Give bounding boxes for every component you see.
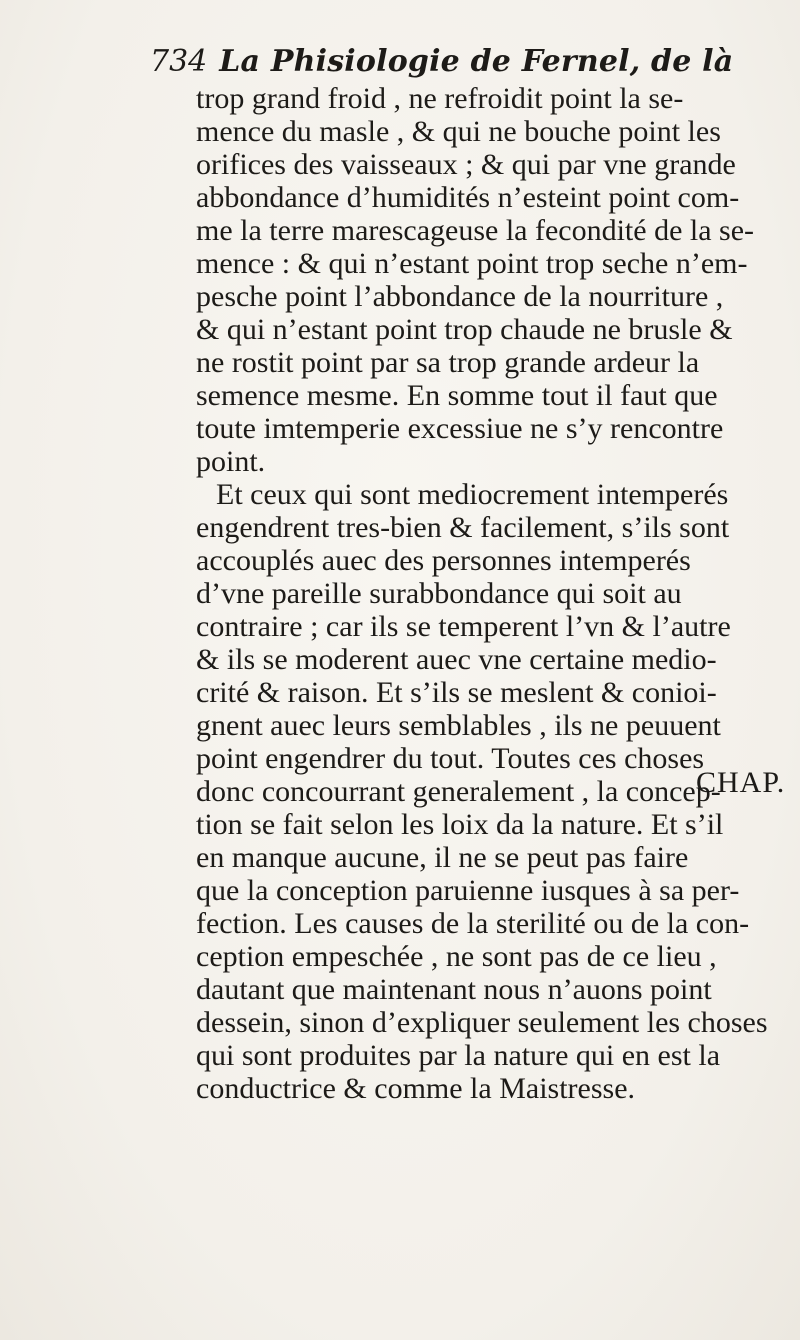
text-line: Et ceux qui sont mediocrement intemperés [216, 478, 729, 511]
text-line: orifices des vaisseaux ; & qui par vne grande [196, 148, 736, 181]
text-line: mence du masle , & qui ne bouche point les [196, 115, 721, 148]
body-text [196, 82, 796, 1105]
running-title: La Phisiologie de Fernel, de là [219, 44, 734, 79]
text-line: accouplés auec des personnes intemperés [196, 544, 691, 577]
text-line: donc concourrant generalement , la concep- [196, 775, 721, 808]
text-line: tion se fait selon les loix da la nature. Et s’il [196, 808, 724, 841]
text-line: conductrice & comme la Maistresse. [196, 1072, 636, 1105]
text-line: d’vne pareille surabbondance qui soit au [196, 577, 682, 610]
text-line: trop grand froid , ne refroidit point la se- [196, 82, 684, 115]
text-line: en manque aucune, il ne se peut pas faire [196, 841, 689, 874]
text-line: pesche point l’abbondance de la nourriture , [196, 280, 724, 313]
text-line: crité & raison. Et s’ils se meslent & conioi- [196, 676, 717, 709]
page-number: 734 [150, 44, 208, 79]
text-line: abbondance d’humidités n’esteint point com- [196, 181, 740, 214]
text-line: dessein, sinon d’expliquer seulement les choses [196, 1006, 768, 1039]
text-line: qui sont produites par la nature qui en est la [196, 1039, 721, 1072]
text-line: & qui n’estant point trop chaude ne brusle & [196, 313, 733, 346]
text-line: fection. Les causes de la sterilité ou de la con- [196, 907, 750, 940]
text-line: contraire ; car ils se temperent l’vn & l’autre [196, 610, 731, 643]
text-line: toute imtemperie excessiue ne s’y rencontre [196, 412, 724, 445]
text-line: ne rostit point par sa trop grande ardeur la [196, 346, 700, 379]
text-line: ception empeschée , ne sont pas de ce lieu , [196, 940, 717, 973]
text-line: gnent auec leurs semblables , ils ne peuuent [196, 709, 721, 742]
text-line: point. [196, 445, 266, 478]
text-line: que la conception paruienne iusques à sa per- [196, 874, 740, 907]
text-line: engendrent tres-bien & facilement, s’ils sont [196, 511, 730, 544]
text-line: & ils se moderent auec vne certaine medio- [196, 643, 717, 676]
text-line: point engendrer du tout. Toutes ces choses [196, 742, 705, 775]
text-line: dautant que maintenant nous n’auons point [196, 973, 712, 1006]
catchword: CHAP. [696, 766, 786, 799]
text-line: me la terre marescageuse la fecondité de la se- [196, 214, 755, 247]
text-line: semence mesme. En somme tout il faut que [196, 379, 718, 412]
text-line: mence : & qui n’estant point trop seche n’em- [196, 247, 748, 280]
